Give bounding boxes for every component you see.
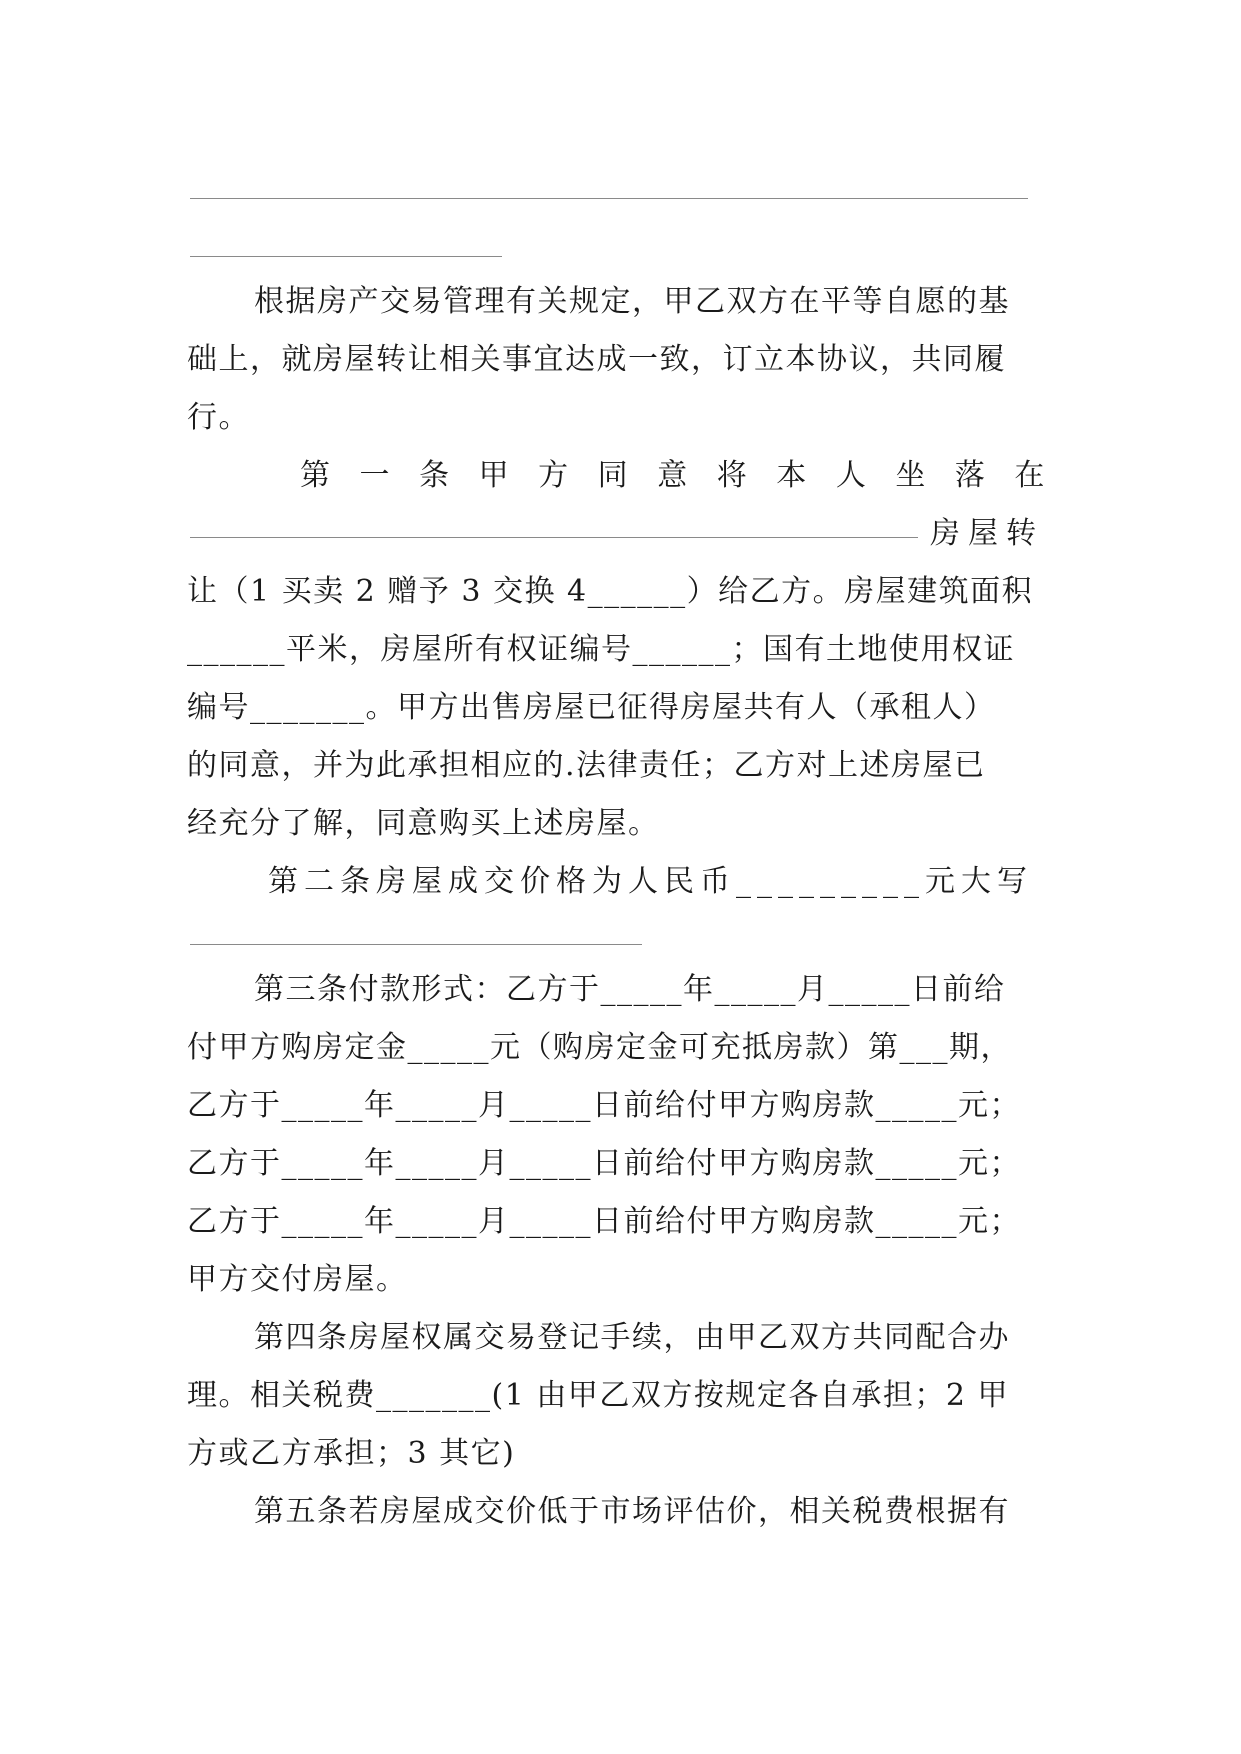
intro-line-2: 础上，就房屋转让相关事宜达成一致，订立本协议，共同履 — [187, 342, 1006, 377]
article-2-blank-rule — [190, 944, 642, 945]
blank-rule-2 — [190, 256, 502, 257]
article-3-line-2: 付甲方购房定金_____元（购房定金可充抵房款）第___期， — [187, 1030, 1012, 1065]
article-1-line-3: 让（1 买卖 2 赠予 3 交换 4______）给乙方。房屋建筑面积 — [187, 574, 1034, 609]
article-1-line-1: 第 一 条 甲 方 同 意 将 本 人 坐 落 在 — [300, 458, 1055, 493]
blank-rule-1 — [190, 198, 1028, 199]
intro-line-1: 根据房产交易管理有关规定，甲乙双方在平等自愿的基 — [254, 284, 1010, 319]
article-3-line-4: 乙方于_____年_____月_____日前给付甲方购房款_____元； — [187, 1146, 1021, 1181]
article-1-line-6: 的同意，并为此承担相应的.法律责任；乙方对上述房屋已 — [187, 748, 986, 783]
article-1-line-4: ______平米，房屋所有权证编号______；国有土地使用权证 — [187, 632, 1015, 667]
article-1-line-2: 房屋转 — [930, 516, 1044, 551]
article-5-line-1: 第五条若房屋成交价低于市场评估价，相关税费根据有 — [254, 1494, 1010, 1529]
article-3-line-3: 乙方于_____年_____月_____日前给付甲方购房款_____元； — [187, 1088, 1021, 1123]
article-4-line-3: 方或乙方承担；3 其它) — [187, 1436, 516, 1471]
article-3-line-6: 甲方交付房屋。 — [187, 1262, 408, 1297]
article-4-line-2: 理。相关税费_______(1 由甲乙双方按规定各自承担；2 甲 — [187, 1378, 1009, 1413]
article-3-line-1: 第三条付款形式：乙方于_____年_____月_____日前给 — [254, 972, 1006, 1007]
article-3-line-5: 乙方于_____年_____月_____日前给付甲方购房款_____元； — [187, 1204, 1021, 1239]
article-1-line-7: 经充分了解，同意购买上述房屋。 — [187, 806, 660, 841]
article-4-line-1: 第四条房屋权属交易登记手续，由甲乙双方共同配合办 — [254, 1320, 1010, 1355]
intro-line-3: 行。 — [187, 400, 250, 435]
article-1-line-5: 编号_______。甲方出售房屋已征得房屋共有人（承租人） — [187, 690, 996, 725]
article-2-line-1: 第二条房屋成交价格为人民币_________元大写 — [268, 864, 1033, 899]
article-1-blank-rule — [190, 537, 918, 538]
